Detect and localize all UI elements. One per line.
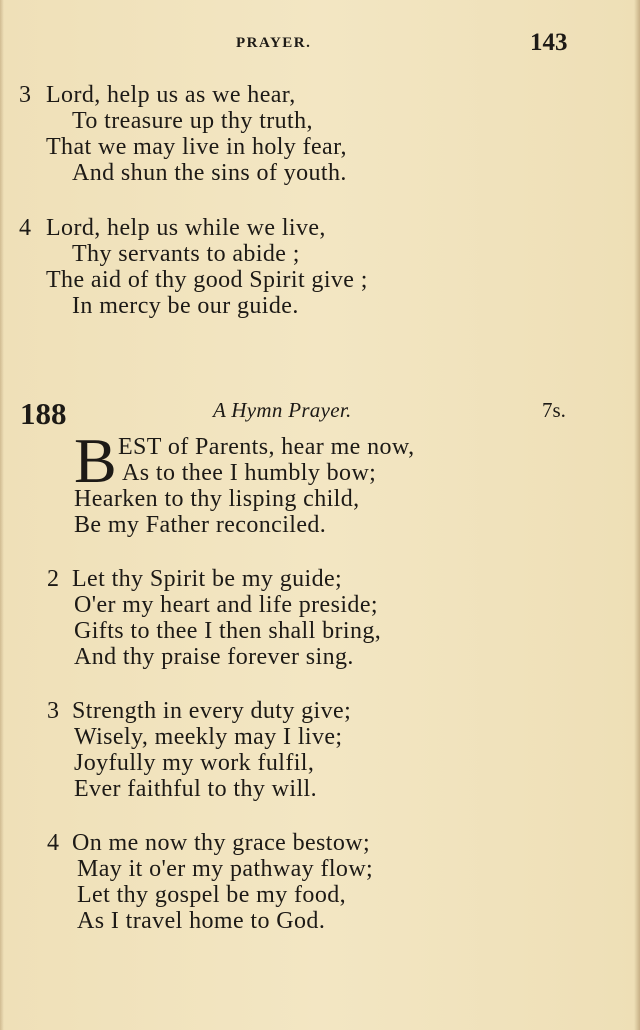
hymn-meter: 7s. [542, 398, 566, 422]
page-left-edge-shadow [0, 0, 4, 1030]
verse-line: In mercy be our guide. [72, 293, 299, 319]
verse-line: As to thee I humbly bow; [122, 460, 377, 486]
verse-line: The aid of thy good Spirit give ; [46, 267, 368, 293]
verse-line: To treasure up thy truth, [72, 108, 313, 134]
verse-line: And shun the sins of youth. [72, 160, 347, 186]
verse-line: Strength in every duty give; [72, 698, 352, 724]
stanza-number: 3 [47, 698, 60, 724]
page-number: 143 [530, 29, 568, 56]
page-right-edge-shadow [634, 0, 640, 1030]
verse-line: Joyfully my work fulfil, [74, 750, 315, 776]
verse-line: May it o'er my pathway flow; [77, 856, 374, 882]
verse-line: Let thy Spirit be my guide; [72, 566, 343, 592]
stanza-number: 4 [19, 215, 32, 241]
hymn-title: A Hymn Prayer. [213, 398, 352, 422]
verse-line: That we may live in holy fear, [46, 134, 347, 160]
stanza-number: 2 [47, 566, 60, 592]
verse-line: Ever faithful to thy will. [74, 776, 318, 802]
stanza-number: 4 [47, 830, 60, 856]
running-head [0, 29, 640, 57]
hymn-number: 188 [20, 396, 67, 431]
verse-line: Lord, help us while we live, [46, 215, 326, 241]
verse-line: Be my Father reconciled. [74, 512, 327, 538]
verse-line: Let thy gospel be my food, [77, 882, 347, 908]
drop-cap: B [74, 425, 117, 496]
verse-line: EST of Parents, hear me now, [118, 434, 415, 460]
verse-line: On me now thy grace bestow; [72, 830, 371, 856]
verse-line: Hearken to thy lisping child, [74, 486, 360, 512]
verse-line: Wisely, meekly may I live; [74, 724, 343, 750]
verse-line: And thy praise forever sing. [74, 644, 354, 670]
verse-line: Lord, help us as we hear, [46, 82, 296, 108]
verse-line: As I travel home to God. [77, 908, 326, 934]
verse-line: Gifts to thee I then shall bring, [74, 618, 382, 644]
verse-line: O'er my heart and life preside; [74, 592, 378, 618]
section-title: PRAYER. [236, 35, 312, 51]
verse-line: Thy servants to abide ; [72, 241, 300, 267]
stanza-number: 3 [19, 82, 32, 108]
